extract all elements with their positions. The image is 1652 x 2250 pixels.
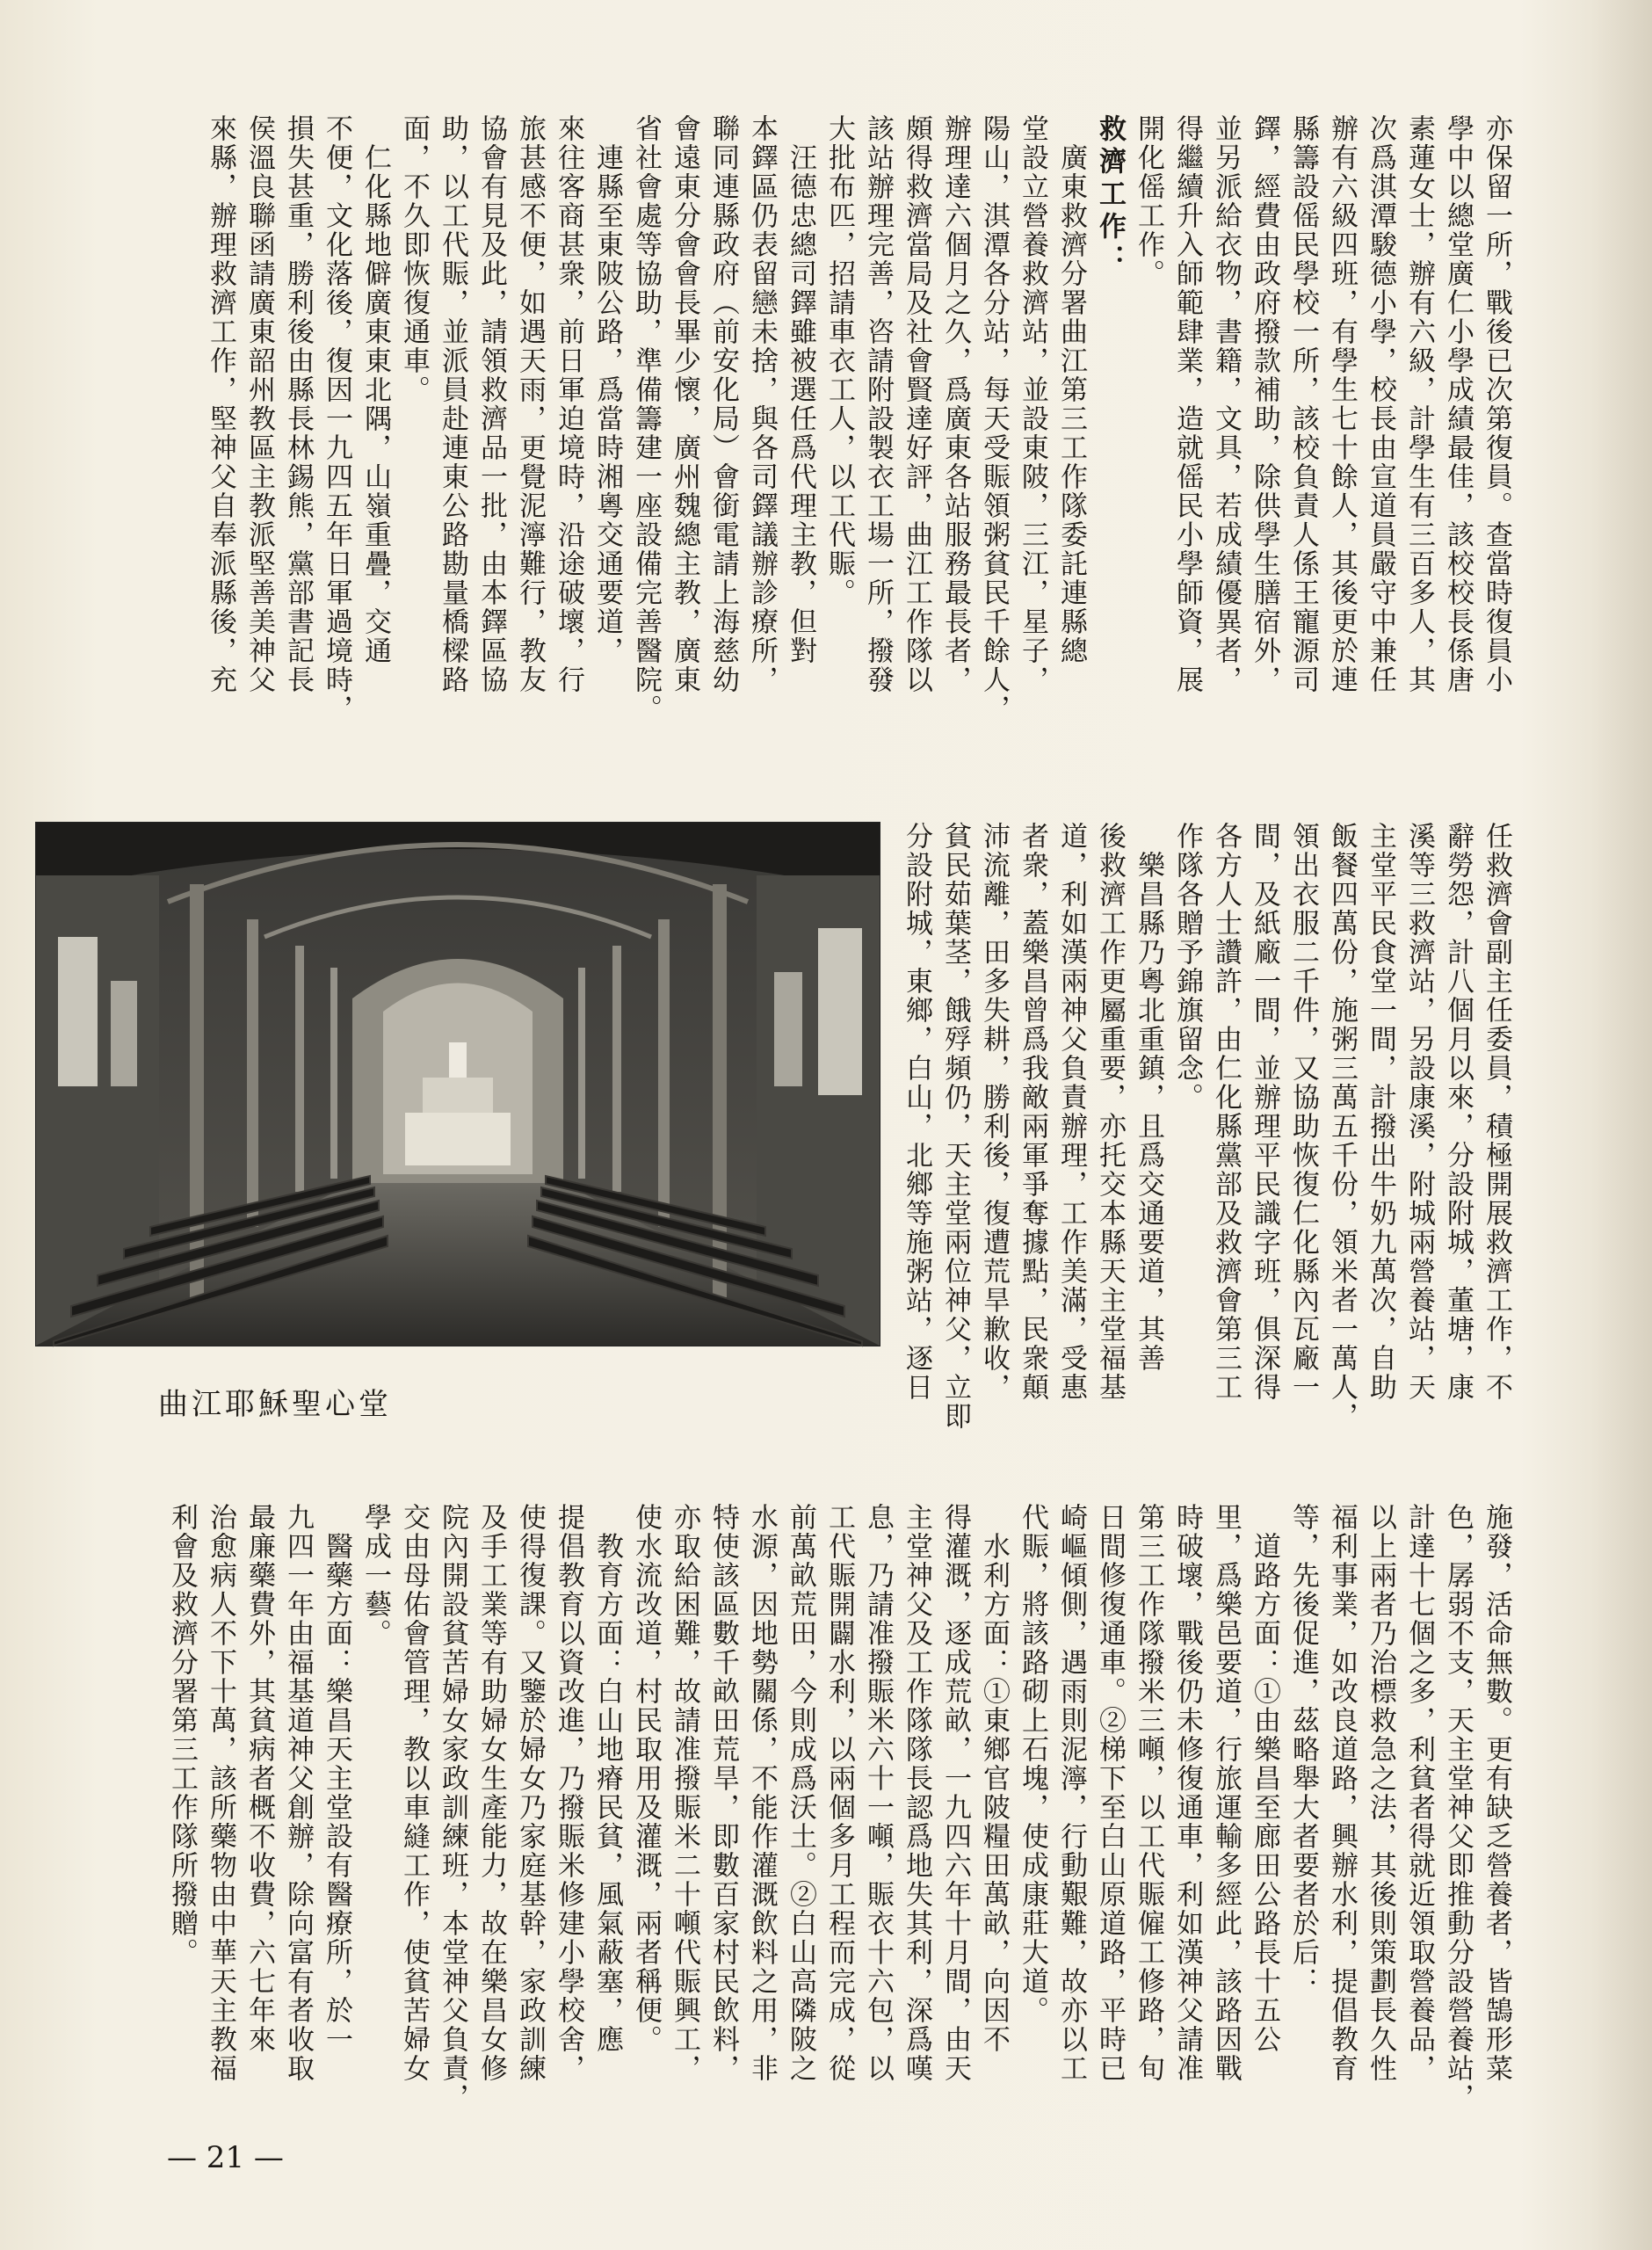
text-column: 治愈病人不下十萬，該所藥物由中華天主教福 <box>205 1503 236 2083</box>
text-column: 素蓮女士，辦有六級，計學生有三百多人，其 <box>1403 114 1435 694</box>
text-column: 醫藥方面：樂昌天主堂設有醫療所，於一 <box>321 1503 352 2054</box>
text-column: 學中以總堂廣仁小學成績最佳，該校校長係唐 <box>1442 114 1474 694</box>
text-column: 廣東救濟分署曲江第三工作隊委託連縣總 <box>1055 114 1087 665</box>
text-column: 領出衣服二千件，又協助恢復仁化縣內瓦廠一 <box>1287 822 1319 1402</box>
text-column: 後救濟工作更屬重要，亦托交本縣天主堂福基 <box>1094 822 1126 1402</box>
text-column: 水利方面：①東鄉官陂糧田萬畝，向因不 <box>978 1503 1010 2054</box>
text-column: 侯溫良聯函請廣東韶州教區主教派堅善美神父 <box>243 114 275 694</box>
text-column: 堂設立營養救濟站，並設東陂，三江，星子， <box>1017 114 1048 694</box>
text-column: 仁化縣地僻廣東東北隅，山嶺重疊，交通 <box>359 114 391 665</box>
text-column: 旅甚感不便，如遇天雨，更覺泥濘難行，教友 <box>514 114 546 694</box>
photo-caption: 曲江耶穌聖心堂 <box>158 1387 392 1422</box>
text-column: 主堂神父及工作隊隊長認爲地失其利，深爲嘆 <box>901 1503 932 2083</box>
text-column: 利會及救濟分署第三工作隊所撥贈。 <box>166 1503 198 1967</box>
text-column: 損失甚重，勝利後由縣長林錫熊，黨部書記長 <box>282 114 314 694</box>
text-column: 施發，活命無數。更有缺乏營養者，皆鵠形菜 <box>1481 1503 1512 2083</box>
text-column: 特使該區數千畝田荒旱，即數百家村民飲料， <box>707 1503 739 2083</box>
text-column: 本鐸區仍表留戀未捨，與各司鐸議辦診療所， <box>746 114 778 694</box>
text-column: 頗得救濟當局及社會賢達好評，曲江工作隊以 <box>901 114 932 694</box>
text-column: 貧民茹葉茎，餓殍頻仍，天主堂兩位神父，立即 <box>939 822 971 1431</box>
text-column: 道，利如漢兩神父負責辦理，工作美滿，受惠 <box>1055 822 1087 1402</box>
text-column: 面，不久即恢復通車。 <box>398 114 430 404</box>
text-column: 道路方面：①由樂昌至廊田公路長十五公 <box>1249 1503 1280 2054</box>
text-column: 交由母佑會管理，教以車縫工作，使貧苦婦女 <box>398 1503 430 2083</box>
text-column: 得灌溉，逐成荒畝，一九四六年十月間，由天 <box>939 1503 971 2083</box>
text-column: 使得復課。又鑒於婦女乃家庭基幹，家政訓練 <box>514 1503 546 2083</box>
text-column: 水源，因地勢關係，不能作灌溉飲料之用，非 <box>746 1503 778 2083</box>
text-column: 會遠東分會會長畢少懷，廣州魏總主教，廣東 <box>669 114 700 694</box>
text-column: 任救濟會副主任委員，積極開展救濟工作，不 <box>1481 822 1512 1402</box>
text-column: 聯同連縣政府（前安化局）會銜電請上海慈幼 <box>707 114 739 694</box>
text-column: 亦保留一所，戰後已次第復員。查當時復員小 <box>1481 114 1512 694</box>
text-column: 協會有見及此，請領救濟品一批，由本鐸區協 <box>475 114 507 694</box>
text-column: 工代賑開闢水利，以兩個多月工程而完成，從 <box>823 1503 855 2083</box>
text-column: 辦理達六個月之久，爲廣東各站服務最長者， <box>939 114 971 694</box>
text-column: 最廉藥費外，其貧病者概不收費，六七年來 <box>243 1503 275 2054</box>
church-interior-photo <box>35 822 880 1346</box>
text-column: 間，及紙廠一間，並辦理平民識字班，俱深得 <box>1249 822 1280 1402</box>
text-column: 前萬畝荒田，今則成爲沃土。②白山高隣陂之 <box>785 1503 816 2083</box>
text-column: 崎嶇傾側，遇雨則泥濘，行動艱難，故亦以工 <box>1055 1503 1087 2083</box>
text-column: 沛流離，田多失耕，勝利後，復遭荒旱歉收， <box>978 822 1010 1402</box>
section-heading: 救濟工作： <box>1094 114 1126 277</box>
text-column: 者衆，蓋樂昌曾爲我敵兩軍爭奪據點，民衆顛 <box>1017 822 1048 1402</box>
text-column: 不便，文化落後，復因一九四五年日軍過境時， <box>321 114 352 723</box>
bottom-text-block <box>166 1503 1516 2136</box>
text-column: 色，孱弱不支，天主堂神父即推動分設營養站， <box>1442 1503 1474 2112</box>
text-column: 使水流改道，村民取用及灌溉，兩者稱便。 <box>630 1503 662 2054</box>
text-column: 來往客商甚衆，前日軍迫境時，沿途破壞，行 <box>553 114 584 694</box>
text-column: 縣籌設傜民學校一所，該校負責人係王寵源司 <box>1287 114 1319 694</box>
facing-page-edge <box>1590 0 1652 2250</box>
text-column: 日間修復通車。②梯下至白山原道路，平時已 <box>1094 1503 1126 2083</box>
text-column: 各方人士讚許，由仁化縣黨部及救濟會第三工 <box>1210 822 1242 1402</box>
text-column: 時破壞，戰後仍未修復通車，利如漢神父請准 <box>1171 1503 1203 2083</box>
text-column: 連縣至東陂公路，爲當時湘粵交通要道， <box>591 114 623 665</box>
text-column: 樂昌縣乃粵北重鎮，且爲交通要道，其善 <box>1133 822 1164 1373</box>
text-column: 開化傜工作。 <box>1133 114 1164 288</box>
text-column: 並另派給衣物，書籍，文具，若成績優異者， <box>1210 114 1242 694</box>
text-column: 息，乃請准撥賑米六十一噸，賑衣十六包，以 <box>862 1503 894 2083</box>
text-column: 作隊各贈予錦旗留念。 <box>1171 822 1203 1112</box>
middle-text-block <box>883 822 1516 1437</box>
text-column: 福利事業，如改良道路，興辦水利，提倡教育 <box>1326 1503 1358 2083</box>
text-column: 助，以工代賑，並派員赴連東公路勘量橋樑路 <box>437 114 468 694</box>
text-column: 里，爲樂邑要道，行旅運輸多經此，該路因戰 <box>1210 1503 1242 2083</box>
text-column: 亦取給困難，故請准撥賑米二十噸代賑興工， <box>669 1503 700 2083</box>
text-column: 分設附城，東鄉，白山，北鄉等施粥站，逐日 <box>901 822 932 1402</box>
text-column: 學成一藝。 <box>359 1503 391 1648</box>
text-column: 省社會處等協助，準備籌建一座設備完善醫院。 <box>630 114 662 723</box>
text-column: 計達十七個之多，利貧者得就近領取營養品， <box>1403 1503 1435 2083</box>
text-column: 代賑，將該路砌上石塊，使成康莊大道。 <box>1017 1503 1048 2025</box>
text-column: 該站辦理完善，咨請附設製衣工場一所，撥發 <box>862 114 894 694</box>
text-column: 得繼續升入師範肆業，造就傜民小學師資，展 <box>1171 114 1203 694</box>
text-column: 教育方面：白山地瘠民貧，風氣蔽塞，應 <box>591 1503 623 2054</box>
text-column: 鐸，經費由政府撥款補助，除供學生膳宿外， <box>1249 114 1280 694</box>
text-column: 陽山，淇潭各分站，每天受賑領粥貧民千餘人， <box>978 114 1010 723</box>
page-number: — 21 — <box>167 2140 284 2175</box>
text-column: 第三工作隊撥米三噸，以工代賑僱工修路，旬 <box>1133 1503 1164 2083</box>
text-column: 飯餐四萬份，施粥三萬五千份，領米者一萬人， <box>1326 822 1358 1431</box>
text-column: 主堂平民食堂一間，計撥出牛奶九萬次，自助 <box>1365 822 1396 1402</box>
text-column: 辦有六級四班，有學生七十餘人，其後更於連 <box>1326 114 1358 694</box>
text-column: 及手工業等有助婦女生產能力，故在樂昌女修 <box>475 1503 507 2083</box>
text-column: 提倡教育以資改進，乃撥賑米修建小學校舍， <box>553 1503 584 2083</box>
text-column: 以上兩者乃治標救急之法，其後則策劃長久性 <box>1365 1503 1396 2083</box>
text-column: 來縣，辦理救濟工作，堅神父自奉派縣後，充 <box>205 114 236 694</box>
text-column: 辭勞怨，計八個月以來，分設附城，董塘，康 <box>1442 822 1474 1402</box>
text-column: 等，先後促進，茲略舉大者要者於后： <box>1287 1503 1319 1996</box>
text-column: 九四一年由福基道神父創辦，除向富有者收取 <box>282 1503 314 2083</box>
text-column: 汪德忠總司鐸雖被選任爲代理主教，但對 <box>785 114 816 665</box>
text-column: 次爲淇潭駿德小學，校長由宣道員嚴守中兼任 <box>1365 114 1396 694</box>
top-text-block <box>163 114 1516 773</box>
text-column: 大批布匹，招請車衣工人，以工代賑。 <box>823 114 855 607</box>
text-column: 院內開設貧苦婦女家政訓練班，本堂神父負責， <box>437 1503 468 2112</box>
text-column: 溪等三救濟站，另設康溪，附城兩營養站，天 <box>1403 822 1435 1402</box>
